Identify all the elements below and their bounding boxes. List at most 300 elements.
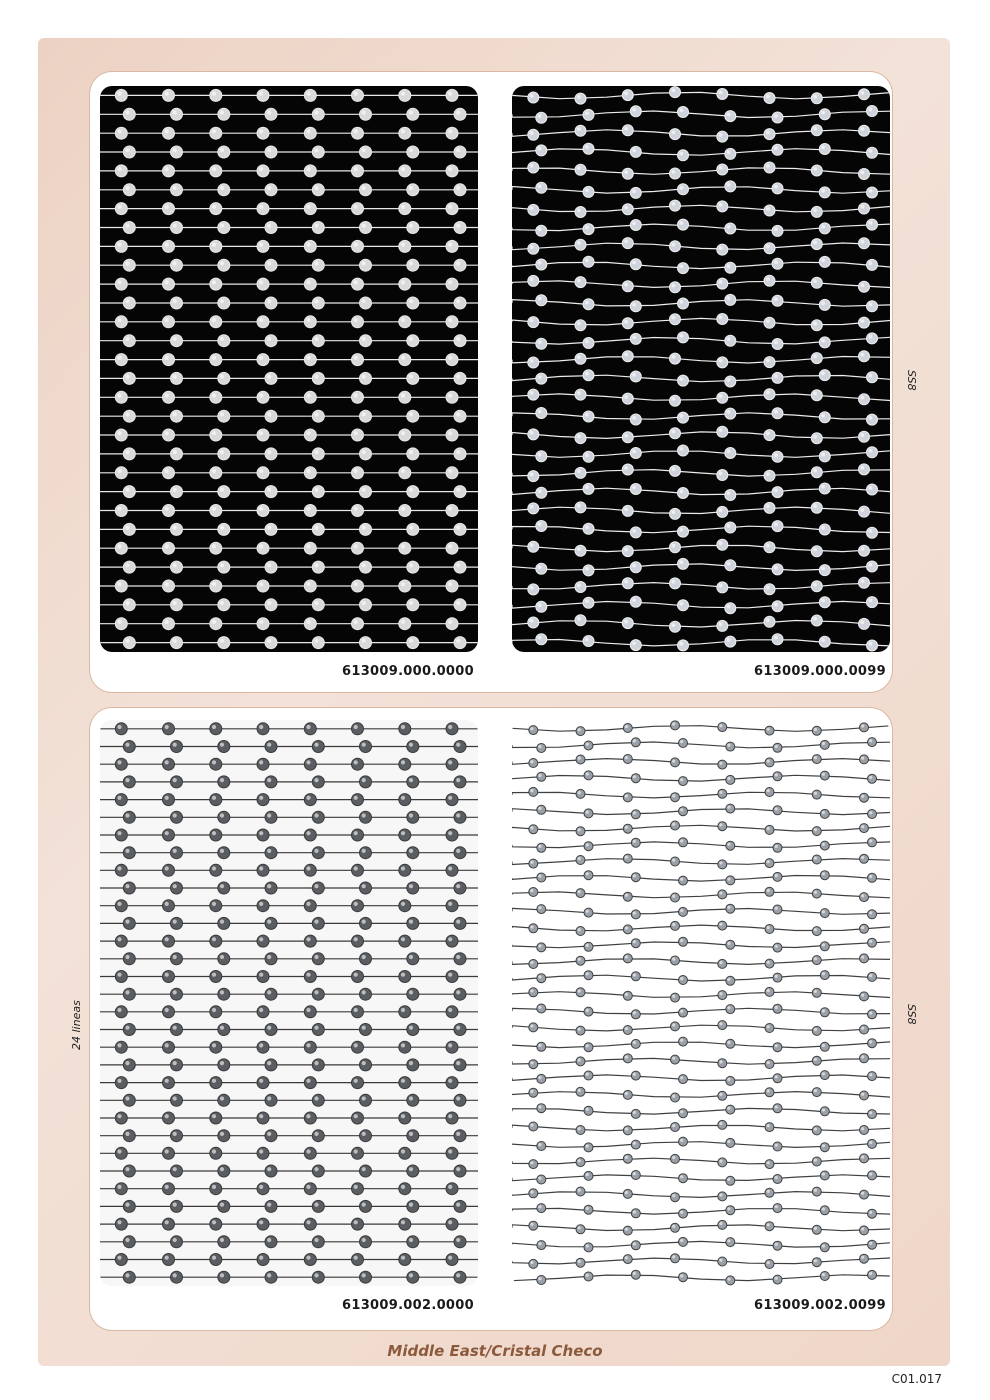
- rhinestone: [352, 354, 364, 366]
- rhinestone-highlight: [165, 760, 169, 764]
- rhinestone-highlight: [633, 739, 636, 742]
- rhinestone-highlight: [401, 92, 405, 96]
- rhinestone: [265, 599, 277, 611]
- rhinestone: [454, 1024, 466, 1036]
- rhinestone-highlight: [530, 94, 534, 98]
- rhinestone-highlight: [259, 469, 263, 473]
- rhinestone-highlight: [306, 760, 310, 764]
- rhinestone: [773, 772, 782, 781]
- rhinestone-highlight: [259, 620, 263, 624]
- rhinestone: [218, 561, 230, 573]
- rhinestone: [583, 451, 594, 462]
- rhinestone-highlight: [869, 303, 873, 307]
- rhinestone-highlight: [767, 989, 770, 992]
- rhinestone-highlight: [212, 1114, 216, 1118]
- rhinestone-highlight: [822, 1009, 825, 1012]
- rhinestone-highlight: [173, 224, 177, 228]
- rhinestone-highlight: [624, 353, 628, 357]
- rhinestone: [868, 1010, 877, 1019]
- rhinestone: [536, 373, 547, 384]
- rhinestone-highlight: [173, 601, 177, 605]
- rhinestone-highlight: [538, 1143, 541, 1146]
- catalog-section-title: Middle East/Cristal Checo: [387, 1342, 603, 1360]
- rhinestone: [360, 776, 372, 788]
- rhinestone: [123, 1130, 135, 1142]
- rhinestone-highlight: [861, 994, 864, 997]
- rhinestone: [210, 1041, 222, 1053]
- rhinestone-highlight: [680, 447, 684, 451]
- rhinestone: [764, 357, 775, 368]
- rhinestone: [860, 1254, 869, 1263]
- rhinestone: [631, 1270, 640, 1279]
- rhinestone-highlight: [173, 1096, 177, 1100]
- rhinestone-highlight: [577, 209, 581, 213]
- rhinestone: [210, 829, 222, 841]
- rhinestone-highlight: [409, 1238, 413, 1242]
- rhinestone-highlight: [775, 1006, 778, 1009]
- rhinestone: [257, 1254, 269, 1266]
- rhinestone-highlight: [538, 1006, 541, 1009]
- rhinestone: [265, 297, 277, 309]
- rhinestone-highlight: [401, 431, 405, 435]
- rhinestone: [868, 873, 877, 882]
- rhinestone-highlight: [538, 340, 542, 344]
- rhinestone: [218, 108, 230, 120]
- rhinestone: [115, 542, 127, 554]
- rhinestone-highlight: [259, 973, 263, 977]
- rhinestone: [670, 282, 681, 293]
- rhinestone-highlight: [448, 280, 452, 284]
- rhinestone-highlight: [354, 796, 358, 800]
- rhinestone-highlight: [633, 1111, 636, 1114]
- rhinestone: [718, 1158, 727, 1167]
- rhinestone: [218, 523, 230, 535]
- rhinestone: [584, 771, 593, 780]
- rhinestone: [399, 971, 411, 983]
- rhinestone-highlight: [456, 1026, 460, 1030]
- rhinestone: [537, 1276, 546, 1285]
- rhinestone: [765, 1222, 774, 1231]
- rhinestone-highlight: [766, 391, 770, 395]
- rhinestone: [352, 1218, 364, 1230]
- rhinestone: [764, 317, 775, 328]
- rhinestone-highlight: [625, 1128, 628, 1131]
- rhinestone-highlight: [538, 875, 541, 878]
- rhinestone-highlight: [173, 412, 177, 416]
- rhinestone: [171, 637, 183, 649]
- rhinestone-highlight: [456, 1203, 460, 1207]
- rhinestone-highlight: [766, 544, 770, 548]
- rhinestone: [623, 1154, 632, 1163]
- rhinestone: [163, 1041, 175, 1053]
- rhinestone-highlight: [530, 206, 534, 210]
- rhinestone: [811, 581, 822, 592]
- rhinestone: [304, 864, 316, 876]
- rhinestone-highlight: [861, 856, 864, 859]
- rhinestone-highlight: [401, 356, 405, 360]
- rhinestone-highlight: [401, 1185, 405, 1189]
- rhinestone: [446, 1218, 458, 1230]
- rhinestone: [360, 847, 372, 859]
- rhinestone: [312, 486, 324, 498]
- rhinestone: [772, 451, 783, 462]
- rhinestone-highlight: [220, 224, 224, 228]
- rhinestone-highlight: [125, 186, 129, 190]
- rhinestone-highlight: [354, 1043, 358, 1047]
- rhinestone-highlight: [577, 391, 581, 395]
- rhinestone: [528, 243, 539, 254]
- rhinestone: [123, 988, 135, 1000]
- rhinestone: [312, 599, 324, 611]
- rhinestone-highlight: [165, 725, 169, 729]
- rhinestone: [115, 1254, 127, 1266]
- rhinestone: [360, 988, 372, 1000]
- rhinestone-highlight: [267, 412, 271, 416]
- rhinestone: [773, 1104, 782, 1113]
- rhinestone: [867, 187, 878, 198]
- rhinestone-highlight: [585, 638, 589, 642]
- rhinestone: [536, 145, 547, 156]
- rhinestone-highlight: [727, 337, 731, 341]
- rhinestone-highlight: [401, 1043, 405, 1047]
- rhinestone-highlight: [775, 1205, 778, 1208]
- rhinestone: [163, 354, 175, 366]
- rhinestone: [265, 988, 277, 1000]
- rhinestone-highlight: [448, 318, 452, 322]
- rhinestone-highlight: [173, 337, 177, 341]
- rhinestone-highlight: [625, 993, 628, 996]
- rhinestone: [867, 527, 878, 538]
- rhinestone-highlight: [259, 937, 263, 941]
- rhinestone: [537, 905, 546, 914]
- rhinestone-highlight: [538, 845, 541, 848]
- rhinestone: [446, 1183, 458, 1195]
- rhinestone-highlight: [220, 778, 224, 782]
- rhinestone-highlight: [401, 205, 405, 209]
- rhinestone: [583, 597, 594, 608]
- rhinestone: [717, 278, 728, 289]
- rhinestone: [575, 502, 586, 513]
- rhinestone-highlight: [727, 449, 731, 453]
- rhinestone: [726, 1039, 735, 1048]
- rhinestone: [360, 811, 372, 823]
- rhinestone: [115, 758, 127, 770]
- rhinestone: [717, 620, 728, 631]
- rhinestone: [265, 1271, 277, 1283]
- rhinestone-highlight: [259, 1256, 263, 1260]
- rhinestone: [360, 297, 372, 309]
- rhinestone-highlight: [401, 243, 405, 247]
- rhinestone-highlight: [680, 1211, 683, 1214]
- rhinestone-highlight: [814, 891, 817, 894]
- rhinestone-highlight: [125, 1273, 129, 1277]
- rhinestone-highlight: [632, 335, 636, 339]
- rhinestone-highlight: [448, 1185, 452, 1189]
- rhinestone: [772, 225, 783, 236]
- rhinestone-highlight: [767, 760, 770, 763]
- rhinestone: [399, 429, 411, 441]
- rhinestone: [868, 910, 877, 919]
- rhinestone: [218, 222, 230, 234]
- rhinestone: [630, 371, 641, 382]
- rhinestone: [115, 316, 127, 328]
- rhinestone-highlight: [680, 1076, 683, 1079]
- rhinestone-highlight: [869, 1141, 872, 1144]
- rhinestone-highlight: [173, 375, 177, 379]
- rhinestone: [454, 410, 466, 422]
- rhinestone: [623, 724, 632, 733]
- rhinestone-highlight: [125, 299, 129, 303]
- rhinestone: [407, 335, 419, 347]
- rhinestone: [257, 542, 269, 554]
- rhinestone: [725, 560, 736, 571]
- rhinestone-highlight: [577, 547, 581, 551]
- rhinestone-highlight: [822, 1207, 825, 1210]
- rhinestone: [536, 451, 547, 462]
- rhinestone-highlight: [861, 825, 864, 828]
- rhinestone: [867, 447, 878, 458]
- rhinestone-highlight: [401, 507, 405, 511]
- rhinestone: [360, 741, 372, 753]
- rhinestone: [718, 1257, 727, 1266]
- rhinestone: [717, 244, 728, 255]
- rhinestone-highlight: [814, 1227, 817, 1230]
- rhinestone: [446, 794, 458, 806]
- product-code: 613009.002.0099: [754, 1298, 886, 1313]
- rhinestone-highlight: [774, 636, 778, 640]
- rhinestone-highlight: [727, 1140, 730, 1143]
- rhinestone: [537, 1004, 546, 1013]
- rhinestone: [764, 243, 775, 254]
- rhinestone: [446, 89, 458, 101]
- rhinestone-highlight: [306, 129, 310, 133]
- rhinestone: [623, 1054, 632, 1063]
- rhinestone-highlight: [117, 620, 121, 624]
- rhinestone-highlight: [448, 1256, 452, 1260]
- rhinestone: [630, 333, 641, 344]
- rhinestone-highlight: [672, 722, 675, 725]
- rhinestone: [623, 1090, 632, 1099]
- rhinestone-highlight: [456, 743, 460, 747]
- rhinestone-highlight: [869, 1011, 872, 1014]
- rhinestone: [765, 987, 774, 996]
- rhinestone: [210, 505, 222, 517]
- rhinestone: [765, 825, 774, 834]
- rhinestone-highlight: [577, 617, 581, 621]
- rhinestone: [304, 900, 316, 912]
- rhinestone-highlight: [775, 745, 778, 748]
- rhinestone: [304, 580, 316, 592]
- rhinestone: [576, 1158, 585, 1167]
- rhinestone: [583, 224, 594, 235]
- rhinestone: [867, 484, 878, 495]
- rhinestone-highlight: [306, 1079, 310, 1083]
- rhinestone: [446, 618, 458, 630]
- rhinestone-highlight: [822, 1044, 825, 1047]
- rhinestone: [304, 127, 316, 139]
- rhinestone-highlight: [314, 813, 318, 817]
- rhinestone-highlight: [767, 860, 770, 863]
- rhinestone: [265, 882, 277, 894]
- rhinestone: [115, 278, 127, 290]
- rhinestone-highlight: [766, 207, 770, 211]
- rhinestone: [360, 1236, 372, 1248]
- rhinestone-highlight: [632, 222, 636, 226]
- rhinestone: [867, 414, 878, 425]
- rhinestone-highlight: [354, 1114, 358, 1118]
- rhinestone: [773, 1204, 782, 1213]
- rhinestone: [454, 259, 466, 271]
- rhinestone: [257, 1006, 269, 1018]
- rhinestone-highlight: [774, 603, 778, 607]
- rhinestone-highlight: [680, 377, 684, 381]
- rhinestone: [257, 829, 269, 841]
- rhinestone: [631, 1010, 640, 1019]
- rhinestone-highlight: [814, 857, 817, 860]
- rhinestone: [819, 483, 830, 494]
- rhinestone: [454, 184, 466, 196]
- rhinestone: [115, 935, 127, 947]
- rhinestone-highlight: [212, 1185, 216, 1189]
- rhinestone: [399, 1183, 411, 1195]
- rhinestone-highlight: [585, 525, 589, 529]
- rhinestone: [123, 108, 135, 120]
- rhinestone: [583, 186, 594, 197]
- rhinestone: [725, 181, 736, 192]
- rhinestone-highlight: [212, 356, 216, 360]
- rhinestone: [717, 539, 728, 550]
- rhinestone: [360, 1094, 372, 1106]
- rhinestone-highlight: [585, 188, 589, 192]
- rhinestone: [820, 909, 829, 918]
- rhinestone-highlight: [861, 396, 865, 400]
- rhinestone-highlight: [821, 526, 825, 530]
- rhinestone-highlight: [813, 583, 817, 587]
- rhinestone: [304, 542, 316, 554]
- rhinestone: [123, 523, 135, 535]
- rhinestone: [257, 278, 269, 290]
- rhinestone-highlight: [267, 1026, 271, 1030]
- rhinestone-highlight: [401, 1114, 405, 1118]
- rhinestone-highlight: [869, 739, 872, 742]
- rhinestone: [171, 222, 183, 234]
- rhinestone-highlight: [267, 488, 271, 492]
- rhinestone: [407, 988, 419, 1000]
- rhinestone: [726, 940, 735, 949]
- rhinestone: [123, 146, 135, 158]
- rhinestone-highlight: [173, 955, 177, 959]
- rhinestone-highlight: [314, 1096, 318, 1100]
- rhinestone: [399, 354, 411, 366]
- rhinestone: [312, 222, 324, 234]
- rhinestone-highlight: [125, 526, 129, 530]
- rhinestone-highlight: [165, 280, 169, 284]
- rhinestone-highlight: [625, 1156, 628, 1159]
- rhinestone: [576, 1057, 585, 1066]
- rhinestone: [352, 900, 364, 912]
- rhinestone-highlight: [719, 541, 723, 545]
- rhinestone: [820, 1107, 829, 1116]
- rhinestone: [407, 486, 419, 498]
- rhinestone-highlight: [530, 1223, 533, 1226]
- rhinestone: [304, 758, 316, 770]
- rhinestone: [670, 395, 681, 406]
- rhinestone: [528, 584, 539, 595]
- rhinestone-highlight: [306, 92, 310, 96]
- rhinestone-highlight: [448, 356, 452, 360]
- rhinestone: [726, 1105, 735, 1114]
- rhinestone: [399, 89, 411, 101]
- rhinestone-highlight: [624, 320, 628, 324]
- rhinestone-highlight: [212, 760, 216, 764]
- rhinestone: [717, 470, 728, 481]
- rhinestone: [210, 618, 222, 630]
- rhinestone: [265, 637, 277, 649]
- rhinestone-highlight: [633, 1142, 636, 1145]
- rhinestone: [820, 771, 829, 780]
- rhinestone: [537, 805, 546, 814]
- rhinestone: [537, 1175, 546, 1184]
- rhinestone-highlight: [456, 1238, 460, 1242]
- rhinestone-highlight: [212, 1220, 216, 1224]
- rhinestone-highlight: [212, 507, 216, 511]
- rhinestone: [819, 370, 830, 381]
- rhinestone-highlight: [401, 1220, 405, 1224]
- rhinestone: [446, 1006, 458, 1018]
- rhinestone-highlight: [822, 1244, 825, 1247]
- rhinestone-highlight: [530, 989, 533, 992]
- rhinestone: [718, 860, 727, 869]
- rhinestone-highlight: [767, 961, 770, 964]
- rhinestone-highlight: [306, 469, 310, 473]
- rhinestone-highlight: [409, 1096, 413, 1100]
- rhinestone-highlight: [869, 599, 873, 603]
- rhinestone-highlight: [354, 507, 358, 511]
- rhinestone: [583, 299, 594, 310]
- rhinestone: [123, 882, 135, 894]
- rhinestone-highlight: [362, 450, 366, 454]
- rhinestone-highlight: [869, 974, 872, 977]
- rhinestone: [210, 1254, 222, 1266]
- rhinestone-highlight: [314, 563, 318, 567]
- rhinestone-highlight: [814, 1058, 817, 1061]
- rhinestone-highlight: [165, 1256, 169, 1260]
- rhinestone: [678, 107, 689, 118]
- rhinestone-highlight: [362, 1238, 366, 1242]
- rhinestone: [529, 787, 538, 796]
- rhinestone: [454, 1271, 466, 1283]
- rhinestone-highlight: [125, 563, 129, 567]
- rhinestone: [352, 794, 364, 806]
- rhinestone-highlight: [530, 1190, 533, 1193]
- rhinestone: [399, 467, 411, 479]
- rhinestone-highlight: [586, 972, 589, 975]
- rhinestone: [218, 184, 230, 196]
- rhinestone: [819, 337, 830, 348]
- rhinestone: [678, 298, 689, 309]
- rhinestone-highlight: [306, 937, 310, 941]
- rhinestone: [717, 582, 728, 593]
- rhinestone: [210, 429, 222, 441]
- rhinestone-highlight: [625, 927, 628, 930]
- rhinestone-highlight: [409, 955, 413, 959]
- rhinestone-highlight: [306, 205, 310, 209]
- rhinestone-highlight: [173, 450, 177, 454]
- rhinestone: [257, 89, 269, 101]
- rhinestone: [773, 1043, 782, 1052]
- rhinestone-highlight: [578, 1127, 581, 1130]
- rhinestone-highlight: [625, 955, 628, 958]
